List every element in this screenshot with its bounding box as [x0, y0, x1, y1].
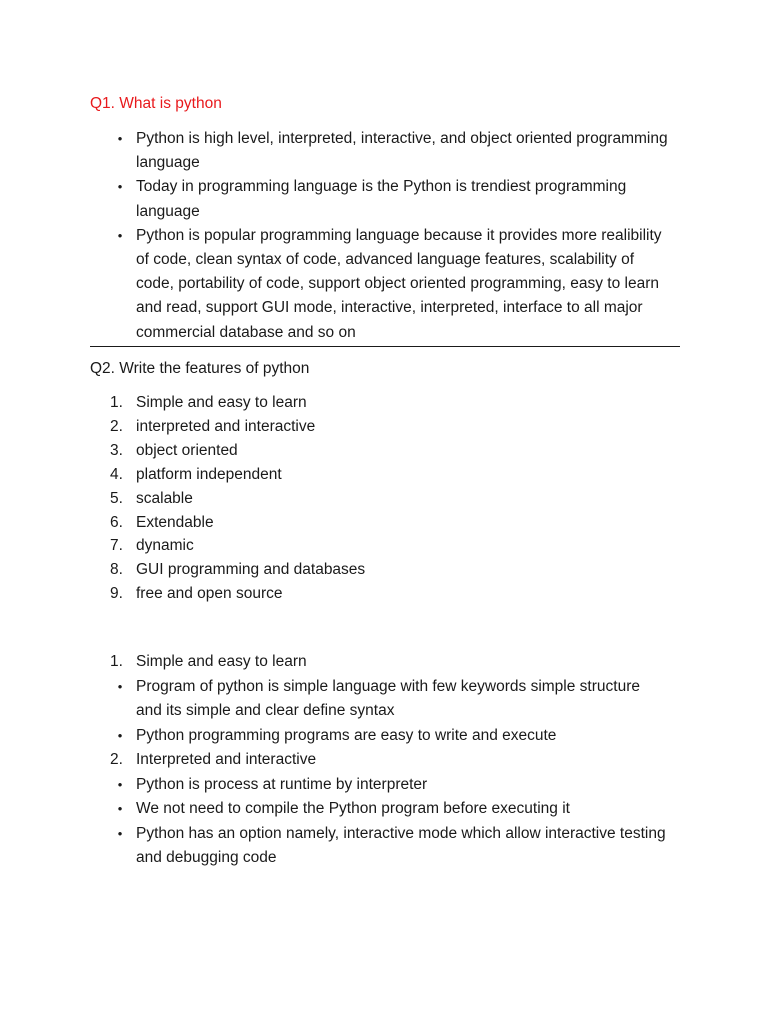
list-item [0, 511, 768, 535]
bullet-icon: • [117, 727, 123, 743]
list-item [0, 724, 768, 749]
list-item [0, 582, 768, 606]
bullet-icon: • [117, 131, 123, 146]
list-item [0, 822, 768, 871]
list-item [0, 439, 768, 463]
list-item [0, 773, 768, 798]
features-numbered-list [0, 391, 768, 606]
list-item-text: Simple and easy to learn [136, 394, 307, 411]
list-item-text: We not need to compile the Python program before executing it [136, 800, 570, 817]
list-item-text: dynamic [136, 537, 194, 555]
list-item-text: Python programming programs are easy to write and execute [136, 726, 557, 744]
list-item-text: free and open source [136, 585, 283, 603]
list-number: 5. [110, 489, 123, 507]
list-item [0, 534, 768, 558]
features-detail-list [0, 650, 768, 871]
list-number: 1. [110, 653, 123, 670]
list-number: 8. [110, 561, 123, 579]
list-item-text: interpreted and interactive [136, 417, 316, 435]
bullet-icon: • [117, 801, 123, 816]
section-divider [90, 346, 680, 347]
list-item-text: Extendable [136, 513, 214, 531]
list-item-text: platform independent [136, 465, 282, 483]
list-item-text: Program of python is simple language with few keywords simple structure and its simple and clear define syntax [136, 677, 640, 719]
list-item [0, 675, 768, 724]
list-item [0, 224, 768, 345]
list-number: 7. [110, 537, 123, 555]
list-item-text: Python is high level, interpreted, interactive, and object oriented programming language [136, 130, 668, 172]
list-item-text: Today in programming language is the Python is trendiest programming language [136, 178, 627, 220]
list-item [0, 797, 768, 822]
list-item-text: Interpreted and interactive [136, 751, 317, 768]
list-number: 6. [110, 513, 123, 531]
bullet-icon: • [117, 776, 123, 792]
bullet-icon: • [117, 678, 123, 694]
list-number: 3. [110, 441, 123, 459]
bullet-icon: • [117, 227, 123, 243]
q1-bullet-list [0, 127, 768, 345]
list-item [0, 175, 768, 223]
list-item [0, 415, 768, 439]
list-number: 2. [110, 751, 123, 768]
list-item-text: scalable [136, 489, 193, 507]
list-item-text: GUI programming and databases [136, 561, 366, 579]
list-number: 9. [110, 585, 123, 603]
list-item [0, 127, 768, 175]
list-number: 1. [110, 394, 123, 411]
list-number: 4. [110, 465, 123, 483]
q2-heading: Q2. Write the features of python [90, 360, 310, 377]
list-item-text: Simple and easy to learn [136, 653, 307, 670]
list-item [0, 650, 768, 675]
list-item [0, 748, 768, 773]
list-item [0, 487, 768, 511]
list-item-text: object oriented [136, 441, 238, 459]
list-item [0, 391, 768, 415]
bullet-icon: • [117, 179, 123, 195]
list-item-text: Python is popular programming language because it provides more realibility of code, clean syntax of code, advanced language features, scalability of code, portability of code, support object oriented programming, easy to learn and read, support GUI mode, interactive, interpreted, interface to all major commercial database and so on [136, 226, 662, 341]
bullet-icon: • [117, 825, 123, 841]
list-item [0, 558, 768, 582]
list-item-text: Python has an option namely, interactive mode which allow interactive testing and debugging code [136, 824, 666, 866]
list-item [0, 463, 768, 487]
q1-heading: Q1. What is python [90, 95, 222, 112]
list-item-text: Python is process at runtime by interpreter [136, 775, 428, 793]
list-number: 2. [110, 417, 123, 435]
